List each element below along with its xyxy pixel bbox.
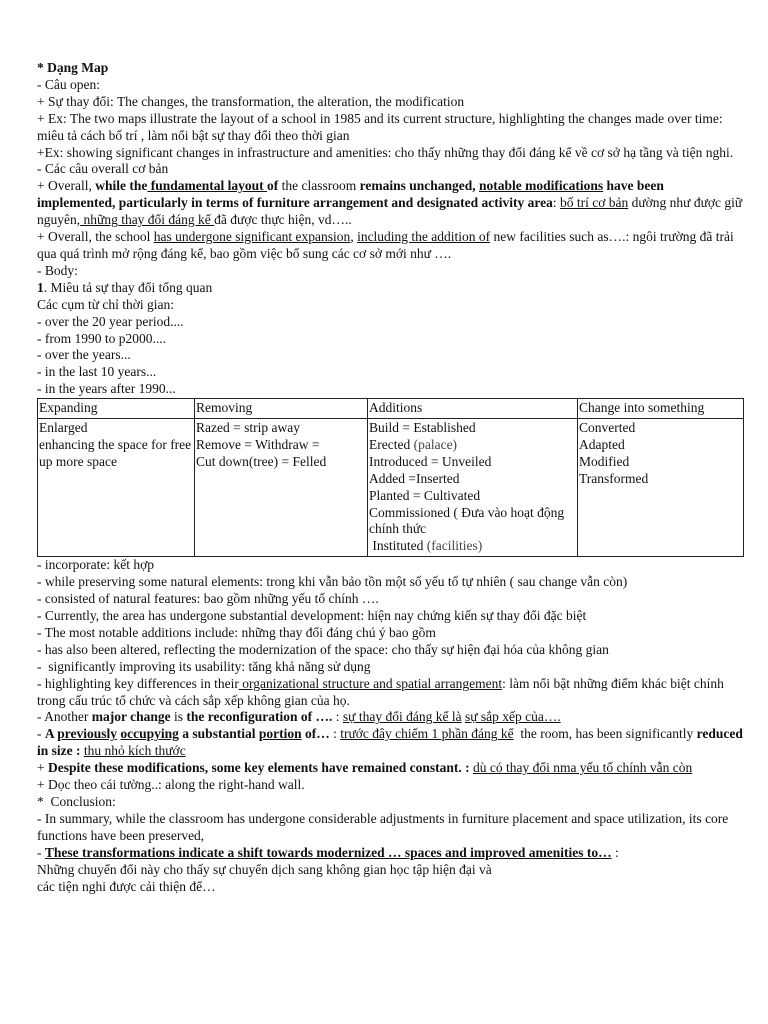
point-text: . Miêu tả sự thay đổi tổng quan xyxy=(43,279,213,295)
text-run: These transformations indicate a shift towards modernized … spaces and improved amenities to… xyxy=(44,844,612,860)
text-run: (facilities) xyxy=(426,538,483,554)
text-run: đã được thực hiện, vd….. xyxy=(214,212,352,228)
conclusion-line-2: Những chuyển đổi này cho thấy sự chuyển dịch sang không gian học tập hiện đại và xyxy=(37,861,492,877)
cell-line: Cut down(tree) = Felled xyxy=(196,453,327,469)
text-run: những thay đổi đáng kể xyxy=(80,212,215,228)
time-phrase: - over the 20 year period.... xyxy=(37,313,184,329)
cell-line: Enlarged xyxy=(39,420,88,436)
conclusion-summary: - In summary, while the classroom has undergone considerable adjustments in furniture placement and space utilization, its core functions have been preserved, xyxy=(37,810,729,843)
text-run: A xyxy=(44,726,58,742)
text-run: : xyxy=(332,709,343,725)
text-run: Instituted xyxy=(369,538,427,554)
cell-removing xyxy=(195,419,368,557)
phrase-incorporate: - incorporate: kết hợp xyxy=(37,557,154,573)
text-run: sự thay đổi đáng kể là xyxy=(342,709,462,725)
text-run: dường như được giữ nguyên, xyxy=(37,195,743,228)
cell-additions xyxy=(368,419,578,557)
document-page xyxy=(37,60,743,895)
phrase-currently: - Currently, the area has undergone substantial development: hiện nay chứng kiến sự thay đổi đặc biệt xyxy=(37,608,587,623)
cell-line: Razed = strip away xyxy=(196,420,300,436)
header-removing: Removing xyxy=(195,399,368,419)
cell-line: Introduced = Unveiled xyxy=(369,453,492,469)
text-run: has undergone significant expansion xyxy=(153,229,351,245)
phrase-despite xyxy=(37,760,743,777)
text-run: - highlighting key differences in their xyxy=(37,675,239,691)
text-run: thu nhỏ kích thước xyxy=(83,743,186,759)
time-phrase: - in the years after 1990... xyxy=(37,381,176,397)
conclusion-transform xyxy=(37,845,743,862)
open-label: - Câu open: xyxy=(37,76,100,92)
text-run: remains unchanged, xyxy=(359,178,480,194)
conclusion-label: * Conclusion: xyxy=(37,793,116,809)
text-run: + Overall, xyxy=(37,178,96,194)
text-run: ( Đưa vào hoạt động chính thức xyxy=(369,504,565,537)
conclusion-line-3: các tiện nghi được cải thiện để… xyxy=(37,878,216,894)
open-changes: + Sự thay đổi: The changes, the transformation, the alteration, the modification xyxy=(37,93,465,109)
body-point-1 xyxy=(37,280,743,297)
text-run: sự sắp xếp của…. xyxy=(464,709,561,725)
text-run: - xyxy=(37,726,45,742)
text-run: fundamental layout xyxy=(147,178,267,194)
cell-line xyxy=(369,505,576,539)
text-run: while the xyxy=(95,178,148,194)
phrase-consisted: - consisted of natural features: bao gồm những yếu tố chính …. xyxy=(37,591,379,607)
cell-line: Build = Established xyxy=(369,420,476,436)
text-run: bố trí cơ bản xyxy=(559,195,629,211)
time-phrase: - in the last 10 years... xyxy=(37,364,157,380)
cell-line: Modified xyxy=(579,453,630,469)
cell-line: enhancing the space for free up more space xyxy=(39,436,192,469)
text-run: : xyxy=(611,844,619,860)
overall-sentence-2 xyxy=(37,229,743,263)
phrase-usability: - significantly improving its usability: tăng khả năng sử dụng xyxy=(37,658,371,674)
body-label: - Body: xyxy=(37,262,78,278)
text-run: Despite these modifications, some key elements have remained constant. : xyxy=(48,760,470,776)
vocabulary-table xyxy=(37,398,744,557)
text-run: : xyxy=(329,726,341,742)
open-example-1: + Ex: The two maps illustrate the layout of a school in 1985 and its current structure, highlighting the changes made over time: miêu tả cách bố trí , làm nổi bật sự thay đổi theo thời gian xyxy=(37,110,723,143)
cell-line xyxy=(369,538,576,555)
text-run: including the addition of xyxy=(357,229,491,245)
text-run: previously xyxy=(57,726,118,742)
overall-label: - Các câu overall cơ bản xyxy=(37,161,169,177)
text-run: : xyxy=(552,195,560,211)
cell-line xyxy=(369,437,576,454)
text-run: portion xyxy=(258,726,302,742)
text-run: the room, has been significantly xyxy=(513,726,697,742)
open-example-2: +Ex: showing significant changes in infrastructure and amenities: cho thấy những thay đổi đáng kể về cơ sở hạ tầng và tiện nghi. xyxy=(37,144,734,160)
point-number: 1 xyxy=(37,279,44,295)
cell-line: Planted = Cultivated xyxy=(369,487,481,503)
text-run: - Another xyxy=(37,709,92,725)
time-phrases-label: Các cụm từ chỉ thời gian: xyxy=(37,296,175,312)
text-run: notable modifications xyxy=(479,178,604,194)
text-run: : làm nổi bật những điểm khác biệt chính trong cấu trúc tổ chức và cách sắp xếp không gian của họ. xyxy=(37,675,724,708)
phrase-altered: - has also been altered, reflecting the modernization of the space: cho thấy sự hiện đại hóa của không gian xyxy=(37,641,609,657)
text-run: is xyxy=(170,709,187,725)
text-run: have been implemented, particularly in terms of furniture arrangement and designated activity area xyxy=(37,178,664,211)
text-run: occupying xyxy=(120,726,179,742)
text-run: trước đây chiếm 1 phần đáng kể xyxy=(340,726,514,742)
phrase-along: + Dọc theo cái tường..: along the right-hand wall. xyxy=(37,777,305,793)
cell-change xyxy=(578,419,744,557)
header-change: Change into something xyxy=(578,399,744,419)
text-run: of… xyxy=(301,726,330,742)
text-run: dù có thay đổi nma yếu tố chính vẫn còn xyxy=(472,760,693,776)
header-expanding: Expanding xyxy=(38,399,195,419)
text-run: - xyxy=(37,844,45,860)
text-run: Erected xyxy=(369,436,414,452)
text-run: the classroom xyxy=(278,178,360,194)
time-phrase: - over the years... xyxy=(37,347,131,363)
cell-line: Converted xyxy=(579,420,636,436)
text-run: new facilities such as….: ngôi trường đã trải qua quá trình mở rộng đáng kể, bao gồm việc bổ sung các cơ sở mới như …. xyxy=(37,229,734,261)
text-run: + Overall, the school xyxy=(37,229,154,245)
text-run: major change xyxy=(91,709,171,725)
text-run: Commissioned xyxy=(369,504,454,520)
cell-expanding xyxy=(38,419,195,557)
overall-sentence-1 xyxy=(37,178,743,229)
text-run: , xyxy=(350,229,358,245)
cell-line: Remove = Withdraw = xyxy=(196,436,320,452)
cell-line: Added =Inserted xyxy=(369,470,460,486)
text-run: the reconfiguration of …. xyxy=(186,709,333,725)
phrase-preserving: - while preserving some natural elements: trong khi vẫn bảo tồn một số yếu tố tự nhiên ( sau change vẫn còn) xyxy=(37,574,628,590)
text-run: a substantial xyxy=(178,726,259,742)
text-run: organizational structure and spatial arrangement xyxy=(238,675,503,691)
header-additions: Additions xyxy=(368,399,578,419)
table-row xyxy=(38,419,744,557)
phrase-notable: - The most notable additions include: những thay đổi đáng chú ý bao gồm xyxy=(37,624,436,640)
phrase-highlighting xyxy=(37,676,743,710)
phrase-previously xyxy=(37,726,743,760)
text-run: of xyxy=(267,178,279,194)
phrase-another xyxy=(37,709,743,726)
cell-line: Transformed xyxy=(579,470,649,486)
text-run: + xyxy=(37,760,48,776)
table-header-row xyxy=(38,399,744,419)
text-run: reduced in size : xyxy=(37,726,743,759)
heading: * Dạng Map xyxy=(37,60,109,75)
cell-line: Adapted xyxy=(579,436,625,452)
text-run: (palace) xyxy=(413,436,458,452)
time-phrase: - from 1990 to p2000.... xyxy=(37,330,166,346)
